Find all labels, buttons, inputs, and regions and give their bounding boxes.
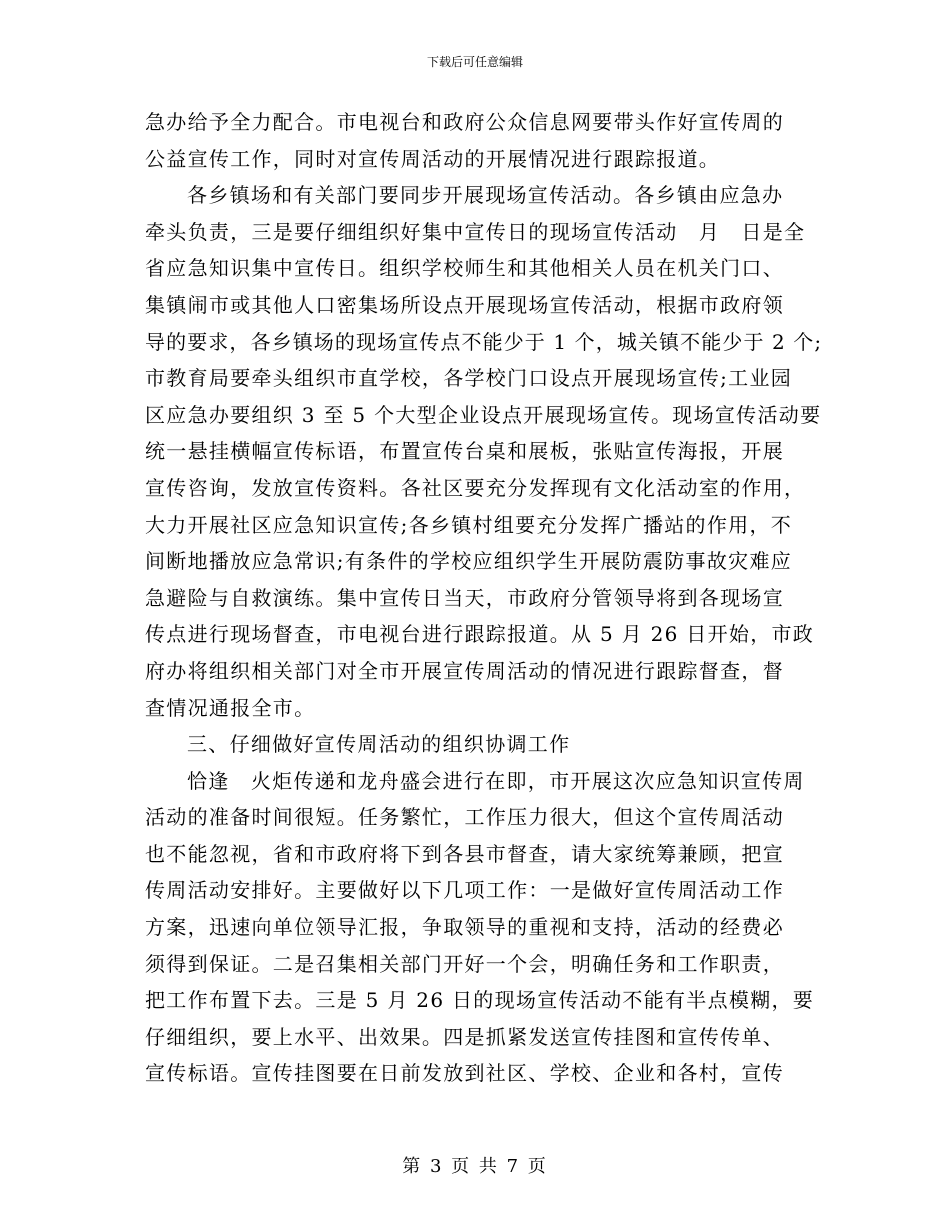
body-line: 公益宣传工作，同时对宣传周活动的开展情况进行跟踪报道。 (145, 146, 721, 171)
body-line: 急办给予全力配合。市电视台和政府公众信息网要带头作好宣传周的 (145, 110, 784, 134)
body-line: 集镇闹市或其他人口密集场所设点开展现场宣传活动，根据市政府领 (145, 292, 784, 317)
body-line: 宣传咨询，发放宣传资料。各社区要充分发挥现有文化活动室的作用， (145, 475, 806, 500)
body-line: 区应急办要组织 3 至 5 个大型企业设点开展现场宣传。现场宣传活动要 (145, 402, 822, 427)
body-line: 把工作布置下去。三是 5 月 26 日的现场宣传活动不能有半点模糊，要 (145, 988, 815, 1013)
body-line: 传点进行现场督查，市电视台进行跟踪报道。从 5 月 26 日开始，市政 (145, 622, 815, 647)
body-line: 三、仔细做好宣传周活动的组织协调工作 (187, 732, 571, 757)
body-line: 市教育局要牵头组织市直学校，各学校门口设点开展现场宣传;工业园 (145, 366, 793, 391)
body-line: 查情况通报全市。 (145, 695, 316, 720)
body-line: 仔细组织，要上水平、出效果。四是抓紧发送宣传挂图和宣传传单、 (145, 1024, 784, 1049)
body-line: 大力开展社区应急知识宣传;各乡镇村组要充分发挥广播站的作用，不 (145, 512, 793, 537)
page-footer: 第 3 页 共 7 页 (402, 1156, 548, 1177)
body-line: 传周活动安排好。主要做好以下几项工作：一是做好宣传周活动工作 (145, 878, 784, 903)
body-line: 须得到保证。二是召集相关部门开好一个会，明确任务和工作职责， (145, 951, 784, 976)
body-line: 也不能忽视，省和市政府将下到各县市督查，请大家统筹兼顾，把宣 (145, 841, 784, 866)
page-header: 下载后可任意编辑 (426, 55, 523, 69)
body-line: 间断地播放应急常识;有条件的学校应组织学生开展防震防事故灾难应 (145, 549, 793, 574)
body-line: 府办将组织相关部门对全市开展宣传周活动的情况进行跟踪督查，督 (145, 658, 784, 683)
body-line: 各乡镇场和有关部门要同步开展现场宣传活动。各乡镇由应急办 (187, 183, 784, 208)
document-body (145, 104, 825, 1092)
body-line: 方案，迅速向单位领导汇报，争取领导的重视和支持，活动的经费必 (145, 915, 784, 940)
body-line: 省应急知识集中宣传日。组织学校师生和其他相关人员在机关门口、 (145, 256, 784, 281)
body-line: 恰逢 火炬传递和龙舟盛会进行在即，市开展这次应急知识宣传周 (187, 768, 805, 793)
body-line: 导的要求，各乡镇场的现场宣传点不能少于 1 个，城关镇不能少于 2 个; (145, 329, 823, 354)
body-line: 牵头负责，三是要仔细组织好集中宣传日的现场宣传活动 月 日是全 (145, 219, 806, 244)
body-line: 统一悬挂横幅宣传标语，布置宣传台桌和展板，张贴宣传海报，开展 (145, 439, 784, 464)
body-line: 急避险与自救演练。集中宣传日当天，市政府分管领导将到各现场宣 (145, 585, 784, 610)
body-line: 活动的准备时间很短。任务繁忙，工作压力很大，但这个宣传周活动 (145, 805, 784, 830)
body-line: 宣传标语。宣传挂图要在日前发放到社区、学校、企业和各村，宣传 (145, 1061, 784, 1086)
